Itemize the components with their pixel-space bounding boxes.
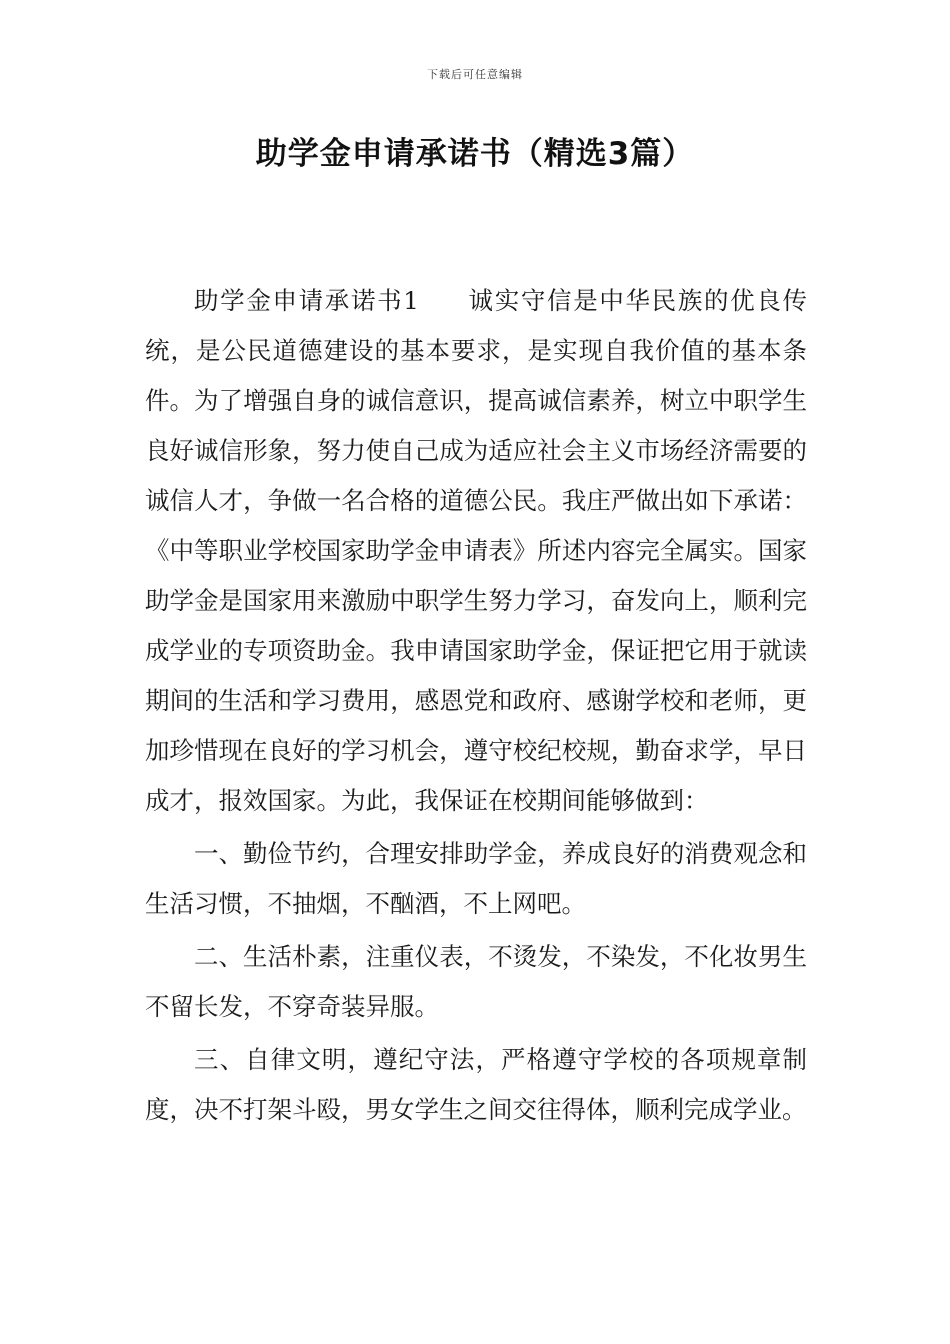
pledge-item-1: 一、勤俭节约，合理安排助学金，养成良好的消费观念和生活习惯，不抽烟，不酗酒，不上网吧。 <box>145 839 807 918</box>
intro-text: 诚实守信是中华民族的优良传统，是公民道德建设的基本要求，是实现自我价值的基本条件。为了增强自身的诚信意识，提高诚信素养，树立中职学生良好诚信形象，努力使自己成为适应社会主义市场经济需要的诚信人才，争做一名合格的道德公民。我庄严做出如下承诺：《中等职业学校国家助学金申请表》所述内容完全属实。国家助学金是国家用来激励中职学生努力学习，奋发向上，顺利完成学业的专项资助金。我申请国家助学金，保证把它用于就读期间的生活和学习费用，感恩党和政府、感谢学校和老师，更加珍惜现在良好的学习机会，遵守校纪校规，勤奋求学，早日成才，报效国家。为此，我保证在校期间能够做到： <box>145 286 807 815</box>
header-note: 下载后可任意编辑 <box>427 68 523 81</box>
section-heading: 助学金申请承诺书1 <box>194 286 419 315</box>
document-body <box>145 276 807 1135</box>
intro-paragraph <box>145 276 807 826</box>
pledge-item-2: 二、生活朴素，注重仪表，不烫发，不染发，不化妆男生不留长发，不穿奇装异服。 <box>145 942 807 1021</box>
pledge-item-3: 三、自律文明，遵纪守法，严格遵守学校的各项规章制度，决不打架斗殴，男女学生之间交往得体，顺利完成学业。 <box>145 1045 807 1124</box>
document-title: 助学金申请承诺书（精选3篇） <box>255 136 695 172</box>
